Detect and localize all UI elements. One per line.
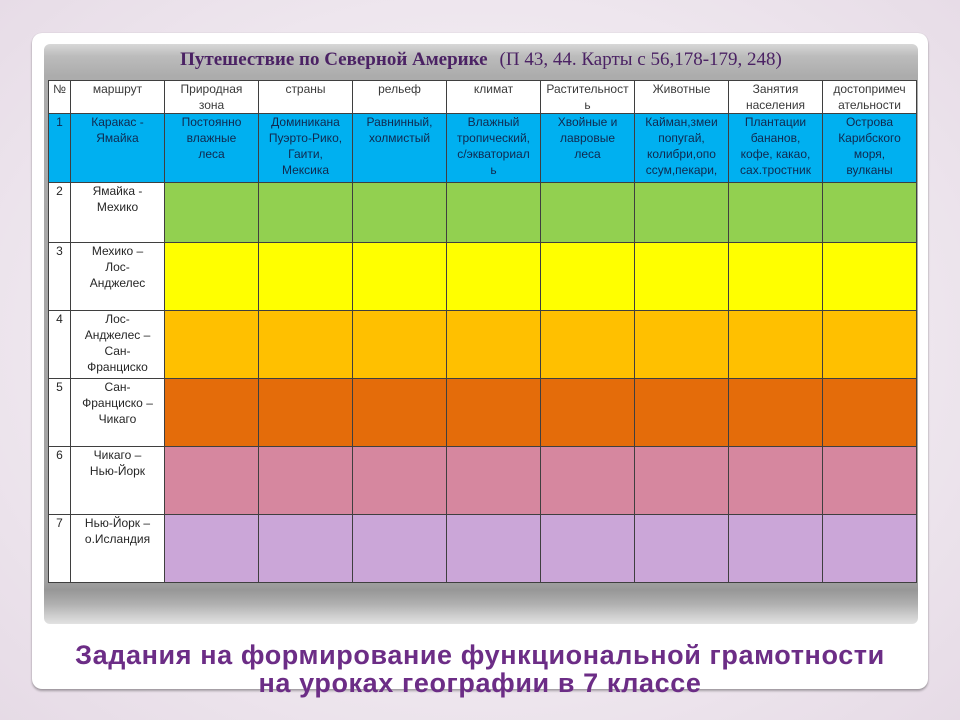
header-cell-climate: климат [447, 81, 541, 114]
cell-animals [635, 379, 729, 447]
cell-vegetation [541, 243, 635, 311]
cell-countries [259, 447, 353, 515]
cell-climate [447, 447, 541, 515]
cell-number: 5 [49, 379, 71, 447]
cell-vegetation [541, 379, 635, 447]
cell-vegetation [541, 447, 635, 515]
cell-sights [823, 447, 917, 515]
table-header-row [49, 81, 917, 114]
cell-animals: Кайман,змеи попугай, колибри,опо ссум,пекари, [635, 114, 729, 183]
cell-vegetation: Хвойные и лавровые леса [541, 114, 635, 183]
cell-relief [353, 447, 447, 515]
table-row [49, 114, 917, 183]
cell-number: 1 [49, 114, 71, 183]
cell-vegetation [541, 183, 635, 243]
header-cell-relief: рельеф [353, 81, 447, 114]
cell-route: Лос- Анджелес – Сан- Франциско [71, 311, 165, 379]
cell-climate [447, 311, 541, 379]
cell-relief [353, 243, 447, 311]
cell-occupations [729, 183, 823, 243]
cell-natural-zone [165, 243, 259, 311]
header-cell-occupations: Занятия населения [729, 81, 823, 114]
header-cell-animals: Животные [635, 81, 729, 114]
cell-natural-zone [165, 183, 259, 243]
cell-occupations [729, 515, 823, 583]
cell-natural-zone [165, 447, 259, 515]
header-cell-vegetation: Растительност ь [541, 81, 635, 114]
cell-route: Каракас - Ямайка [71, 114, 165, 183]
cell-climate [447, 515, 541, 583]
cell-climate [447, 183, 541, 243]
title-main: Путешествие по Северной Америке [180, 49, 488, 70]
cell-natural-zone [165, 311, 259, 379]
cell-occupations: Плантации бананов, кофе, какао, сах.тростник [729, 114, 823, 183]
route-table [48, 80, 917, 583]
title-references: (П 43, 44. Карты с 56,178-179, 248) [499, 49, 782, 70]
cell-number: 4 [49, 311, 71, 379]
caption-line-2: на уроках географии в 7 классе [258, 668, 702, 698]
cell-vegetation [541, 515, 635, 583]
cell-climate [447, 379, 541, 447]
cell-sights [823, 311, 917, 379]
cell-climate [447, 243, 541, 311]
cell-route: Нью-Йорк – о.Исландия [71, 515, 165, 583]
cell-number: 6 [49, 447, 71, 515]
cell-relief [353, 515, 447, 583]
cell-route: Мехико – Лос- Анджелес [71, 243, 165, 311]
cell-number: 7 [49, 515, 71, 583]
cell-natural-zone [165, 379, 259, 447]
cell-occupations [729, 447, 823, 515]
cell-route: Сан- Франциско – Чикаго [71, 379, 165, 447]
table-row [49, 447, 917, 515]
cell-countries [259, 515, 353, 583]
cell-relief [353, 311, 447, 379]
header-cell-natural-zone: Природная зона [165, 81, 259, 114]
cell-countries [259, 311, 353, 379]
cell-occupations [729, 379, 823, 447]
cell-animals [635, 311, 729, 379]
cell-sights: Острова Карибского моря, вулканы [823, 114, 917, 183]
cell-countries [259, 243, 353, 311]
cell-animals [635, 243, 729, 311]
cell-relief [353, 379, 447, 447]
cell-climate: Влажный тропический, с/экваториал ь [447, 114, 541, 183]
cell-relief: Равнинный, холмистый [353, 114, 447, 183]
table-row [49, 243, 917, 311]
header-cell-route: маршрут [71, 81, 165, 114]
cell-sights [823, 379, 917, 447]
cell-route: Чикаго – Нью-Йорк [71, 447, 165, 515]
slide-caption [0, 641, 960, 697]
cell-sights [823, 243, 917, 311]
caption-line-1: Задания на формирование функциональной грамотности [75, 640, 885, 670]
cell-vegetation [541, 311, 635, 379]
cell-natural-zone: Постоянно влажные леса [165, 114, 259, 183]
cell-relief [353, 183, 447, 243]
slide-title [44, 46, 918, 74]
cell-animals [635, 515, 729, 583]
table-row [49, 379, 917, 447]
cell-natural-zone [165, 515, 259, 583]
table-row [49, 515, 917, 583]
cell-countries: Доминикана Пуэрто-Рико, Гаити, Мексика [259, 114, 353, 183]
cell-occupations [729, 243, 823, 311]
cell-countries [259, 183, 353, 243]
cell-animals [635, 447, 729, 515]
cell-countries [259, 379, 353, 447]
header-cell-countries: страны [259, 81, 353, 114]
header-cell-number: № [49, 81, 71, 114]
table-row [49, 183, 917, 243]
cell-occupations [729, 311, 823, 379]
cell-sights [823, 515, 917, 583]
cell-number: 3 [49, 243, 71, 311]
header-cell-sights: достопримеч ательности [823, 81, 917, 114]
cell-sights [823, 183, 917, 243]
table-row [49, 311, 917, 379]
cell-animals [635, 183, 729, 243]
cell-number: 2 [49, 183, 71, 243]
cell-route: Ямайка - Мехико [71, 183, 165, 243]
